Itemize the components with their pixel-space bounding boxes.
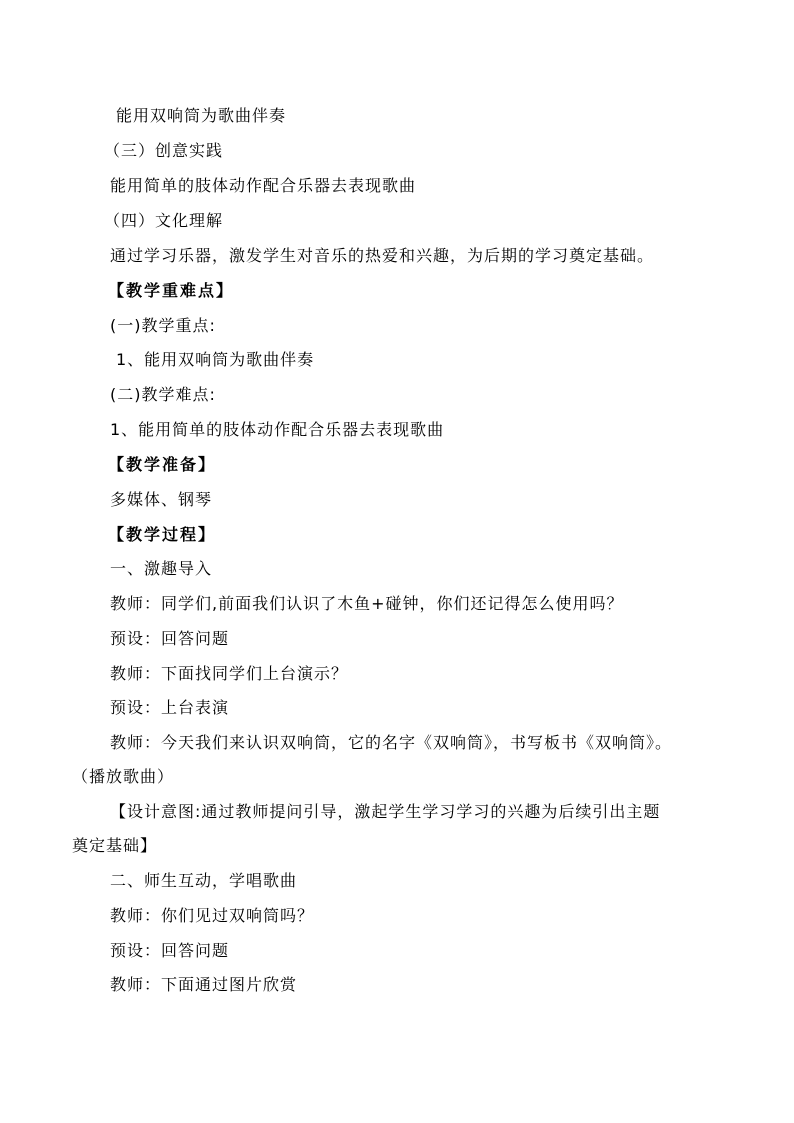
dialogue-line: 教师：你们见过双响筒吗？ [110,906,315,925]
dialogue-line: 教师：下面通过图片欣赏 [110,975,298,994]
dialogue-line: 预设：上台表演 [110,698,230,717]
subheading: (二)教学难点: [110,385,216,404]
text-line: 能用简单的肢体动作配合乐器去表现歌曲 [110,176,417,195]
dialogue-line: 教师：今天我们来认识双响筒，它的名字《双响筒》，书写板书《双响筒》。 [110,733,673,752]
list-item: 1、能用简单的肢体动作配合乐器去表现歌曲 [110,420,445,439]
subheading: 二、师生互动，学唱歌曲 [110,871,298,890]
dialogue-line: 预设：回答问题 [110,629,230,648]
section-heading: （四）文化理解 [104,211,224,230]
section-heading: （三）创意实践 [104,141,224,160]
section-title: 【教学重难点】 [108,281,235,300]
dialogue-line: 教师：同学们,前面我们认识了木鱼+碰钟，你们还记得怎么使用吗？ [110,594,624,613]
design-intent: 【设计意图:通过教师提问引导，激起学生学习学习的兴趣为后续引出主题 [110,802,661,821]
dialogue-line: （播放歌曲） [72,767,175,786]
section-title: 【教学过程】 [108,525,217,544]
text-line: 通过学习乐器，激发学生对音乐的热爱和兴趣，为后期的学习奠定基础。 [110,246,655,265]
subheading: 一、激趣导入 [110,559,213,578]
dialogue-line: 教师：下面找同学们上台演示？ [110,664,349,683]
text-line: 能用双响筒为歌曲伴奏 [116,106,287,125]
dialogue-line: 预设：回答问题 [110,941,230,960]
section-title: 【教学准备】 [108,455,217,474]
design-intent: 奠定基础】 [72,836,158,855]
list-item: 1、能用双响筒为歌曲伴奏 [116,350,315,369]
subheading: (一)教学重点: [110,316,216,335]
text-line: 多媒体、钢琴 [110,490,213,509]
